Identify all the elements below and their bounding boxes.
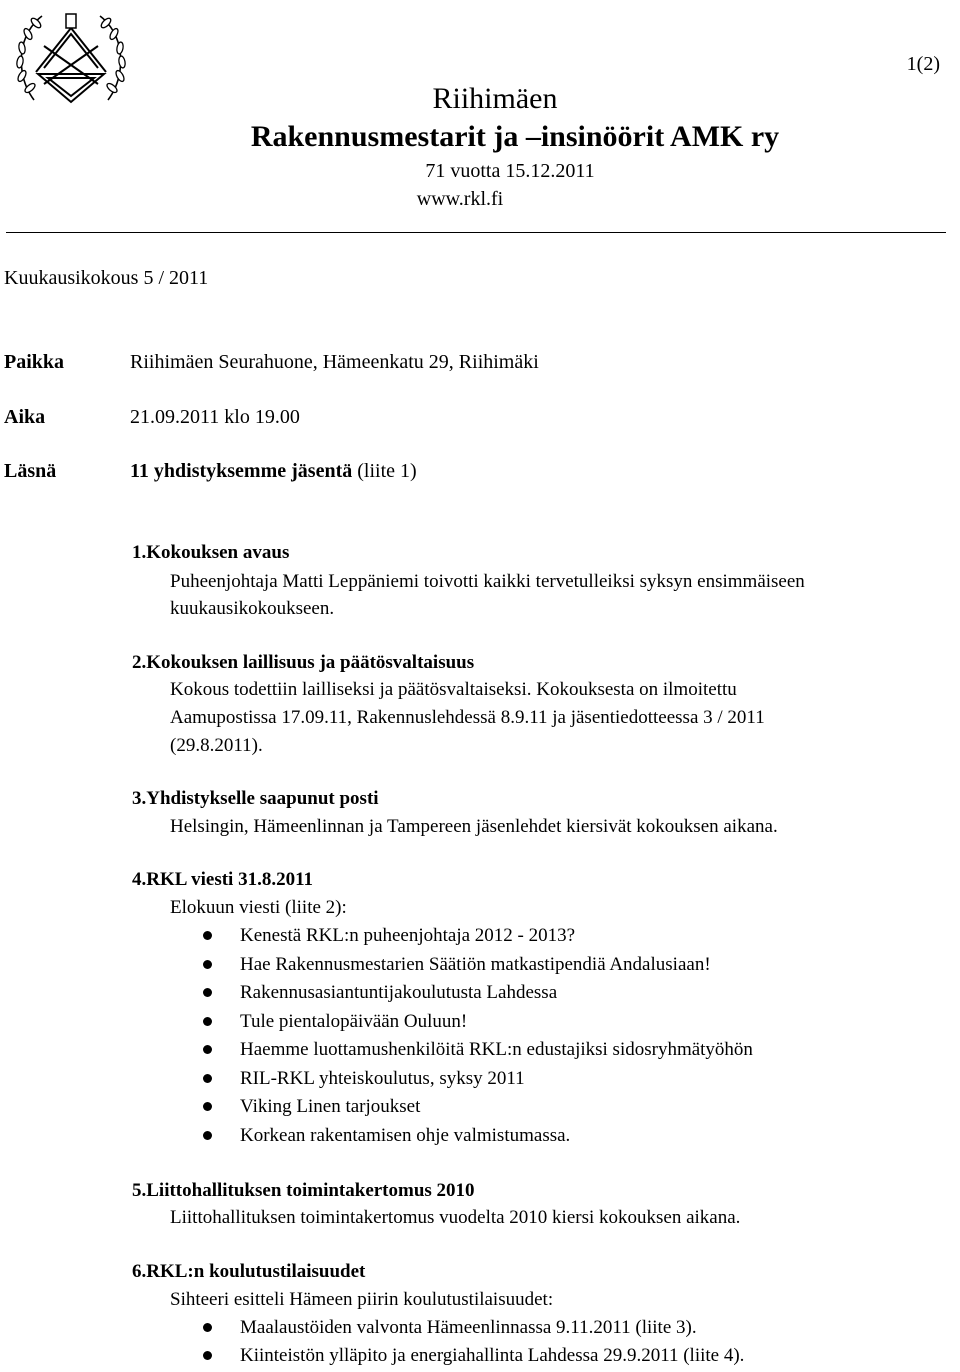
section-6-title: 6.RKL:n koulutustilaisuudet (132, 1261, 366, 1282)
detail-label-place: Paikka (4, 351, 65, 373)
detail-value-present (130, 459, 417, 484)
organization-name-line2: Rakennusmestarit ja –insinöörit AMK ry (250, 120, 780, 153)
bullet-dot (203, 1102, 212, 1111)
detail-value-place: Riihimäen Seurahuone, Hämeenkatu 29, Riihimäki (130, 351, 539, 373)
header-divider (6, 232, 946, 233)
meeting-title: Kuukausikokous 5 / 2011 (4, 267, 209, 289)
section-4-bullet: Rakennusasiantuntijakoulutusta Lahdessa (240, 982, 558, 1003)
anniversary-text: 71 vuotta 15.12.2011 (425, 160, 595, 182)
section-1-title: 1.Kokouksen avaus (132, 542, 290, 563)
section-1-line: Puheenjohtaja Matti Leppäniemi toivotti kaikki tervetulleiksi syksyn ensimmäiseen (170, 571, 805, 592)
section-4-bullet: Kenestä RKL:n puheenjohtaja 2012 - 2013? (240, 925, 576, 946)
detail-value-time: 21.09.2011 klo 19.00 (130, 406, 300, 428)
section-2-line: Kokous todettiin lailliseksi ja päätösvaltaiseksi. Kokouksesta on ilmoitettu (170, 679, 737, 700)
section-4-title: 4.RKL viesti 31.8.2011 (132, 869, 314, 890)
present-count: 11 yhdistyksemme jäsentä (130, 460, 353, 482)
bullet-dot (203, 1074, 212, 1083)
section-3-line: Helsingin, Hämeenlinnan ja Tampereen jäsenlehdet kiersivät kokouksen aikana. (170, 816, 778, 837)
detail-label-present: Läsnä (4, 460, 57, 482)
section-5-title: 5.Liittohallituksen toimintakertomus 2010 (132, 1180, 475, 1201)
section-4-bullet: Tule pientalopäivään Ouluun! (240, 1011, 468, 1032)
section-2-line: (29.8.2011). (170, 735, 263, 756)
bullet-dot (203, 1323, 212, 1332)
bullet-dot (203, 1017, 212, 1026)
section-2-title: 2.Kokouksen laillisuus ja päätösvaltaisuus (132, 652, 475, 673)
section-4-bullet: Hae Rakennusmestarien Säätiön matkastipendiä Andalusiaan! (240, 954, 711, 975)
detail-label-time: Aika (4, 406, 46, 428)
section-3-title: 3.Yhdistykselle saapunut posti (132, 788, 379, 809)
section-2-line: Aamupostissa 17.09.11, Rakennuslehdessä 8.9.11 ja jäsentiedotteessa 3 / 2011 (170, 707, 765, 728)
bullet-dot (203, 1131, 212, 1140)
bullet-dot (203, 960, 212, 969)
organization-name-line1: Riihimäen (432, 82, 558, 115)
bullet-dot (203, 988, 212, 997)
website-text: www.rkl.fi (416, 188, 504, 210)
section-4-bullet: RIL-RKL yhteiskoulutus, syksy 2011 (240, 1068, 525, 1089)
present-attachment: (liite 1) (352, 460, 417, 482)
bullet-dot (203, 931, 212, 940)
bullet-dot (203, 1045, 212, 1054)
section-6-intro: Sihteeri esitteli Hämeen piirin koulutustilaisuudet: (170, 1289, 554, 1310)
section-4-bullet: Viking Linen tarjoukset (240, 1096, 421, 1117)
section-6-bullet: Kiinteistön ylläpito ja energiahallinta Lahdessa 29.9.2011 (liite 4). (240, 1345, 745, 1366)
page-number: 1(2) (906, 53, 940, 75)
section-4-bullet: Korkean rakentamisen ohje valmistumassa. (240, 1125, 571, 1146)
section-1-line: kuukausikokoukseen. (170, 598, 335, 619)
section-4-bullet: Haemme luottamushenkilöitä RKL:n edustajiksi sidosryhmätyöhön (240, 1039, 753, 1060)
section-5-line: Liittohallituksen toimintakertomus vuodelta 2010 kiersi kokouksen aikana. (170, 1207, 741, 1228)
section-6-bullet: Maalaustöiden valvonta Hämeenlinnassa 9.11.2011 (liite 3). (240, 1317, 697, 1338)
bullet-dot (203, 1351, 212, 1360)
section-4-intro: Elokuun viesti (liite 2): (170, 897, 347, 918)
